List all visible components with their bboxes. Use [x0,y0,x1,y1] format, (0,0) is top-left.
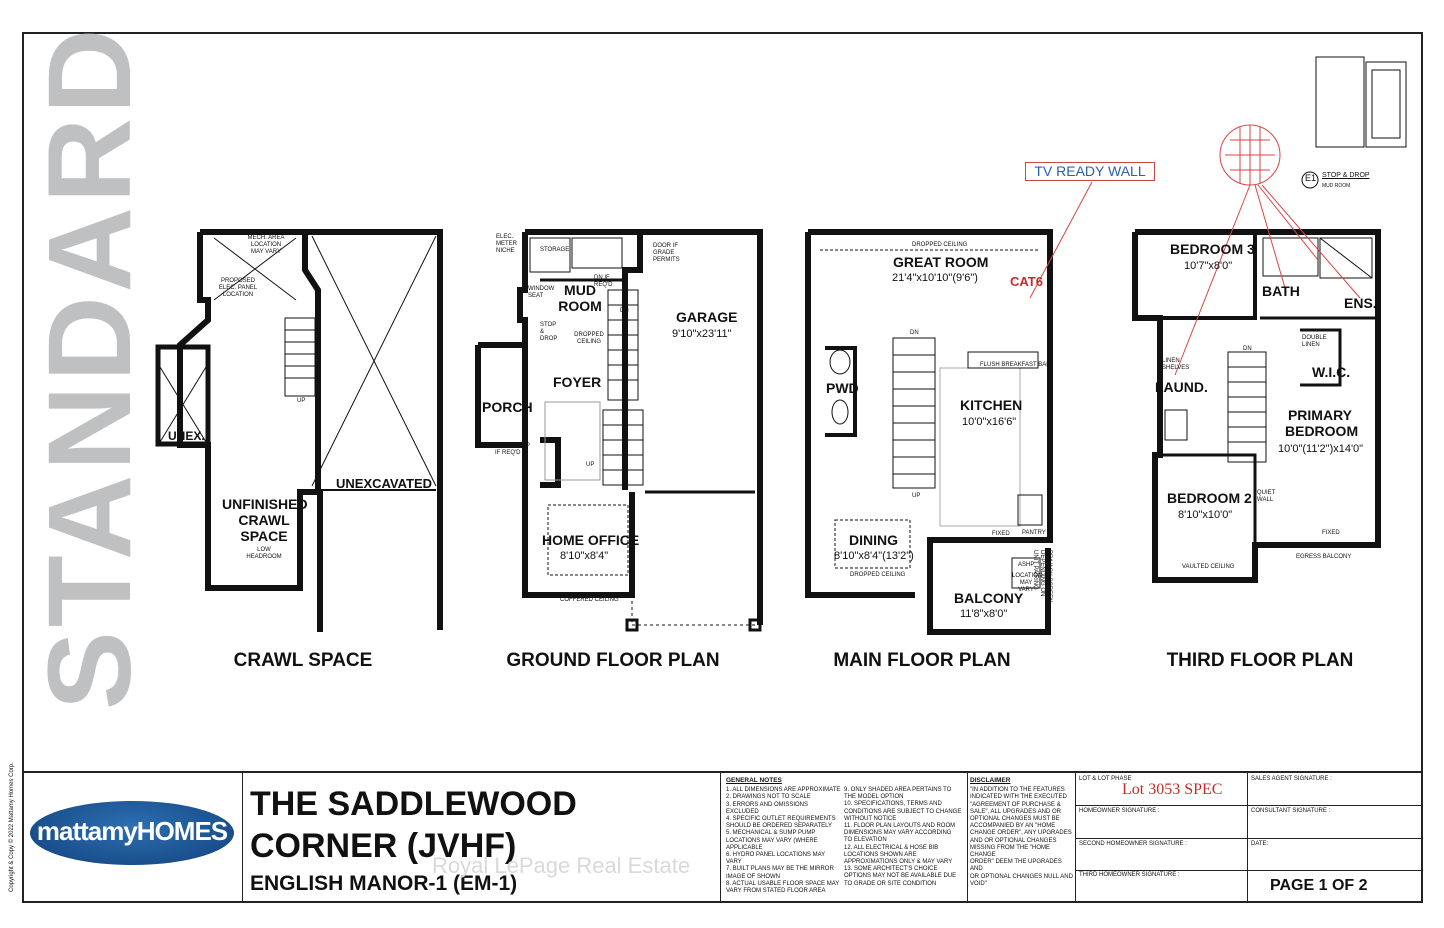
general-note-line: 5. MECHANICAL & SUMP PUMP [726,830,816,837]
disclaimer-line: INDICATED WITH THE EXECUTED [970,794,1067,801]
general-note-line: 12. ALL ELECTRICAL & HOSE BIB [844,844,939,851]
general-note-line: 7. BUILT PLANS MAY BE THE MIRROR [726,866,834,873]
general-note-line: SHOULD BE ORDERED SEPARATELY [726,823,833,830]
model-name-line3: ENGLISH MANOR-1 (EM-1) [250,872,518,895]
mud-room-label: MUD ROOM [558,282,602,314]
linen-shelves-label: LINEN SHELVES [1162,358,1190,371]
garage-dim: 9'10"x23'11" [672,328,732,340]
lot-phase-label: LOT & LOT PHASE [1079,776,1132,782]
general-note-line: APPROXIMATIONS ONLY & MAY VARY [844,859,953,866]
great-room-dim: 21'4"x10'10"(9'6") [892,272,978,284]
model-name-line1: THE SADDLEWOOD [250,785,577,823]
disclaimer-line: SALE", ALL UPGRADES AND OR [970,808,1061,815]
dropped-ceiling-label: DROPPED CEILING [574,332,604,345]
home-office-label: HOME OFFICE [542,532,640,548]
dining-label: DINING [849,532,898,548]
disclaimer-title: DISCLAIMER [970,777,1011,784]
e1-tag: E1 [1305,173,1317,183]
inset-step-label: INSET STEP IF REQ'D [495,443,530,456]
foyer-label: FOYER [553,374,602,390]
cat6-label: CAT6 [1010,274,1043,289]
pwd-label: PWD [826,380,859,396]
general-note-line: TO ELEVATION [844,837,887,844]
disclaimer-line: ORDER" DEEM THE UPGRADES AND [970,859,1062,873]
home-office-dim: 8'10"x8'4" [560,550,609,562]
quiet-wall-label: QUIET WALL [1257,490,1276,503]
disclaimer-line: OPTIONAL CHANGES MUST BE [970,816,1060,823]
privacy-screen-label: PRIVACY SCREEN DEPENDING ON UNIT PAIRING [1032,550,1052,603]
consultant-signature-label: CONSULTANT SIGNATURE : [1251,808,1331,814]
general-notes-col1 [726,777,842,895]
door-if-grade-label: DOOR IF GRADE PERMITS [653,243,680,263]
general-note-line: TO GRADE OR SITE CONDITION [844,880,937,887]
bedroom3-dim: 10'7"x8'0" [1184,260,1233,272]
ashp-location-label: LOCATION MAY VARY [1012,573,1043,593]
general-note-line: 8. ACTUAL USABLE FLOOR SPACE MAY [726,880,840,887]
elec-meter-label: ELEC. METER NICHE [496,234,517,254]
royal-lepage-watermark: Royal LePage Real Estate [432,853,691,878]
dining-dropped-ceiling-label: DROPPED CEILING [850,572,906,578]
primary-bedroom-label: PRIMARY BEDROOM [1285,407,1359,439]
general-note-line: WITHOUT NOTICE [844,815,897,822]
bedroom2-dim: 8'10"x10'0" [1178,509,1233,521]
stop-drop-label: STOP & DROP [540,322,558,342]
general-note-line: LOCATIONS MAY VARY (WHERE [726,837,818,844]
third-homeowner-signature-label: THIRD HOMEOWNER SIGNATURE : [1079,872,1180,878]
disclaimer-line: CHANGE ORDER", ANY UPGRADES [970,830,1072,837]
primary-bedroom-dim: 10'0"(11'2")x14'0" [1278,443,1364,455]
wic-label: W.I.C. [1312,364,1351,380]
window-seat-label: WINDOW SEAT [528,286,555,299]
third-fixed-label: FIXED [1322,530,1340,536]
general-note-line: 10. SPECIFICATIONS, TERMS AND [844,801,942,808]
general-note-line: IMAGE OF SHOWN [726,873,780,880]
vaulted-ceiling-label: VAULTED CEILING [1182,564,1235,570]
model-name-line2: CORNER (JVHF) [250,827,517,865]
mattamy-logo [30,801,234,865]
plan-title-ground-floor: GROUND FLOOR PLAN [506,650,720,671]
general-note-line: THE MODEL OPTION [844,794,904,801]
tv-ready-wall-label: TV READY WALL [1025,162,1155,181]
general-note-line: VARY FROM STATED FLOOR AREA [726,888,826,895]
dining-dim: 8'10"x8'4"(13'2") [834,550,914,562]
plan-title-third-floor: THIRD FLOOR PLAN [1166,650,1354,671]
general-note-line: VARY [726,859,742,866]
low-headroom-label: LOW HEADROOM [246,547,282,560]
date-label: DATE: [1251,841,1269,847]
coffered-ceiling-label: COFFERED CEILING [560,597,619,603]
general-note-line: 6. HYDRO PANEL LOCATIONS MAY [726,852,826,859]
garage-label: GARAGE [676,309,738,325]
ground-floor-walls [478,232,760,625]
sales-agent-signature-label: SALES AGENT SIGNATURE : [1251,776,1332,782]
bedroom2-label: BEDROOM 2 [1167,490,1252,506]
main-dropped-ceiling-label: DROPPED CEILING [912,242,968,248]
balcony-label: BALCONY [954,590,1024,606]
balcony-dim: 11'8"x8'0" [960,608,1008,620]
great-room-label: GREAT ROOM [893,254,989,270]
storage-label: STORAGE [540,247,570,253]
general-note-line: 3. ERRORS AND OMISSIONS EXCLUDED [726,801,809,815]
ground-up-label: UP [586,462,595,468]
general-note-line: 9. ONLY SHADED AREA PERTAINS TO [844,787,952,793]
porch-label: PORCH [482,399,533,415]
ground-dn-label: DN [620,308,629,314]
disclaimer [970,777,1074,888]
plan-title-crawl-space: CRAWL SPACE [233,650,373,671]
general-note-line: APPLICABLE [726,844,763,851]
copyright-text: Copyright & Copy © 2022 Mattamy Homes Corp. [9,762,15,892]
main-dn-label: DN [910,330,919,336]
kitchen-label: KITCHEN [960,397,1023,413]
kitchen-dim: 10'0"x16'6" [962,416,1017,428]
general-note-line: 4. SPECIFIC OUTLET REQUIREMENTS [726,816,836,823]
third-floor-walls [1135,232,1378,580]
general-note-line: 11. FLOOR PLAN LAYOUTS AND ROOM [844,823,956,830]
ashp-label: ASHP [1018,562,1035,568]
disclaimer-line: "AGREEMENT OF PURCHASE & [970,801,1061,808]
proposed-elec-label: PROPOSED ELEC. PANEL LOCATION [218,278,258,298]
page-number: PAGE 1 OF 2 [1270,877,1368,894]
pantry-label: PANTRY [1022,530,1046,536]
general-note-line: 2. DRAWINGS NOT TO SCALE [726,794,811,801]
mattamy-logo-text: mattamyHOMES [36,816,228,846]
disclaimer-line: "IN ADDITION TO THE FEATURES [970,787,1065,794]
stop-drop-detail-label: STOP & DROP [1322,172,1370,179]
disclaimer-line: MISSING FROM THE "HOME CHANGE [970,844,1051,859]
plan-title-main-floor: MAIN FLOOR PLAN [833,650,1011,671]
unexcavated-label: UNEXCAVATED [336,476,433,491]
general-notes-col2 [844,787,966,888]
general-note-line: DIMENSIONS MAY VARY ACCORDING [844,830,952,837]
general-note-line: OPTIONS MAY NOT BE AVAILABLE DUE [844,873,957,880]
disclaimer-line: VOID" [970,880,987,887]
mud-room-detail-label: MUD ROOM [1322,183,1351,189]
laundry-label: LAUND. [1155,379,1208,395]
main-up-label: UP [912,493,921,499]
bedroom3-label: BEDROOM 3 [1170,241,1255,257]
second-homeowner-signature-label: SECOND HOMEOWNER SIGNATURE : [1079,841,1187,847]
general-note-line: 13. SOME ARCHITECT'S CHOICE [844,866,938,873]
mech-area-label: MECH. AREA LOCATION MAY VARY [247,235,285,255]
ens-label: ENS. [1344,295,1377,311]
egress-balcony-label: EGRESS BALCONY [1296,554,1352,560]
title-block [22,771,1423,905]
main-fixed-label: FIXED [992,531,1010,537]
unex-label: UNEX. [168,429,205,443]
dn-if-reqd-label: DN IF REQ'D [594,275,613,288]
lot-value: Lot 3053 SPEC [1122,781,1223,798]
third-dn-label: DN [1243,346,1252,352]
disclaimer-line: AND OR OPTIONAL CHANGES [970,837,1057,844]
main-floor-walls [808,232,1050,632]
double-linen-label: DOUBLE LINEN [1302,335,1327,348]
disclaimer-line: OR OPTIONAL CHANGES NULL AND [970,873,1073,880]
standard-text: STANDARD [24,24,156,710]
general-note-line: 1. ALL DIMENSIONS ARE APPROXIMATE [726,787,841,794]
unfinished-crawl-label: UNFINISHED CRAWL SPACE [222,496,308,544]
crawl-up-label: UP [297,398,306,404]
general-note-line: LOCATIONS SHOWN ARE [844,851,917,858]
homeowner-signature-label: HOMEOWNER SIGNATURE : [1079,808,1160,814]
disclaimer-line: ACCOMPANIED BY AN "HOME [970,823,1056,830]
general-note-line: CONDITIONS ARE SUBJECT TO CHANGE [844,808,962,815]
general-notes-title: GENERAL NOTES [726,777,782,784]
flush-bar-label: FLUSH BREAKFAST BAR [980,362,1051,368]
bath-label: BATH [1262,283,1300,299]
